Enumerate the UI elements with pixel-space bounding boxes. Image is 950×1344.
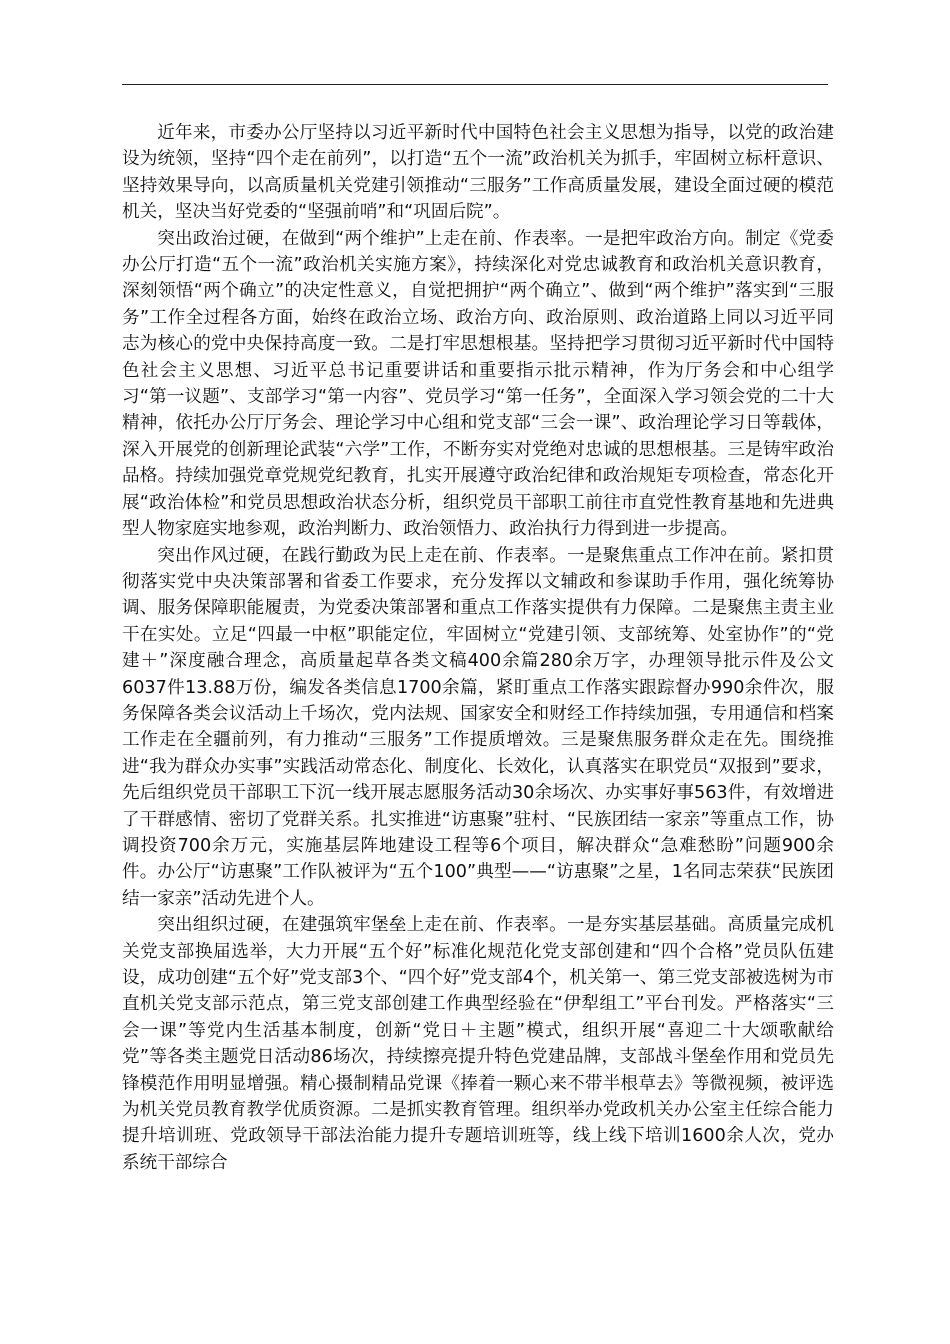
paragraph-political: 突出政治过硬，在做到“两个维护”上走在前、作表率。一是把牢政治方向。制定《党委办公厅打造“五个一流”政治机关实施方案》，持续深化对党忠诚教育和政治机关意识教育，深刻领悟“两个确立”的决定性意义，自觉把拥护“两个确立”、做到“两个维护”落实到“三服务”工作全过程各方面，始终在政治立场、政治方向、政治原则、政治道路上同以习近平同志为核心的党中央保持高度一致。二是打牢思想根基。坚持把学习贯彻习近平新时代中国特色社会主义思想、习近平总书记重要讲话和重要指示批示精神，作为厅务会和中心组学习“第一议题”、支部学习“第一内容”、党员学习“第一任务”，全面深入学习领会党的二十大精神，依托办公厅厅务会、理论学习中心组和党支部“三会一课”、政治理论学习日等载体，深入开展党的创新理论武装“六学”工作，不断夯实对党绝对忠诚的思想根基。三是铸牢政治品格。持续加强党章党规党纪教育，扎实开展遵守政治纪律和政治规矩专项检查，常态化开展“政治体检”和党员思想政治状态分析，组织党员干部职工前往市直党性教育基地和先进典型人物家庭实地参观，政治判断力、政治领悟力、政治执行力得到进一步提高。 [122,228,834,540]
paragraph-work-style: 突出作风过硬，在践行勤政为民上走在前、作表率。一是聚焦重点工作冲在前。紧扣贯彻落实党中央决策部署和省委工作要求，充分发挥以文辅政和参谋助手作用，强化统筹协调、服务保障职能履责，为党委决策部署和重点工作落实提供有力保障。二是聚焦主责主业干在实处。立足“四最一中枢”职能定位，牢固树立“党建引领、支部统筹、处室协作”的“党建＋”深度融合理念，高质量起草各类文稿400余篇280余万字，办理领导批示件及公文6037件13.88万份，编发各类信息1700余篇，紧盯重点工作落实跟踪督办990余件次，服务保障各类会议活动上千场次，党内法规、国家安全和财经工作持续加强，专用通信和档案工作走在全疆前列，有力推动“三服务”工作提质增效。三是聚焦服务群众走在先。围绕推进“我为群众办实事”实践活动常态化、制度化、长效化，认真落实在职党员“双报到”要求，先后组织党员干部职工下沉一线开展志愿服务活动30余场次、办实事好事563件，有效增进了干群感情、密切了党群关系。扎实推进“访惠聚”驻村、“民族团结一家亲”等重点工作，协调投资700余万元，实施基层阵地建设工程等6个项目，解决群众“急难愁盼”问题900余件。办公厅“访惠聚”工作队被评为“五个100”典型——“访惠聚”之星，1名同志荣获“民族团结一家亲”活动先进个人。 [122,545,834,909]
header-rule [122,84,828,85]
paragraph-organization: 突出组织过硬，在建强筑牢堡垒上走在前、作表率。一是夯实基层基础。高质量完成机关党支部换届选举，大力开展“五个好”标准化规范化党支部创建和“四个合格”党员队伍建设，成功创建“五个好”党支部3个、“四个好”党支部4个，机关第一、第三党支部被选树为市直机关党支部示范点，第三党支部创建工作典型经验在“伊犁组工”平台刊发。严格落实“三会一课”等党内生活基本制度，创新“党日＋主题”模式，组织开展“喜迎二十大颂歌献给党”等各类主题党日活动86场次，持续擦亮提升特色党建品牌，支部战斗堡垒作用和党员先锋模范作用明显增强。精心摄制精品党课《捧着一颗心来不带半根草去》等微视频，被评选为机关党员教育教学优质资源。二是抓实教育管理。组织举办党政机关办公室主任综合能力提升培训班、党政领导干部法治能力提升专题培训班等，线上线下培训1600余人次，党办系统干部综合 [122,915,834,1173]
document-body [122,120,834,1176]
paragraph-intro: 近年来，市委办公厅坚持以习近平新时代中国特色社会主义思想为指导，以党的政治建设为统领，坚持“四个走在前列”，以打造“五个一流”政治机关为抓手，牢固树立标杆意识、坚持效果导向，以高质量机关党建引领推动“三服务”工作高质量发展，建设全面过硬的模范机关，坚决当好党委的“坚强前哨”和“巩固后院”。 [122,123,834,223]
